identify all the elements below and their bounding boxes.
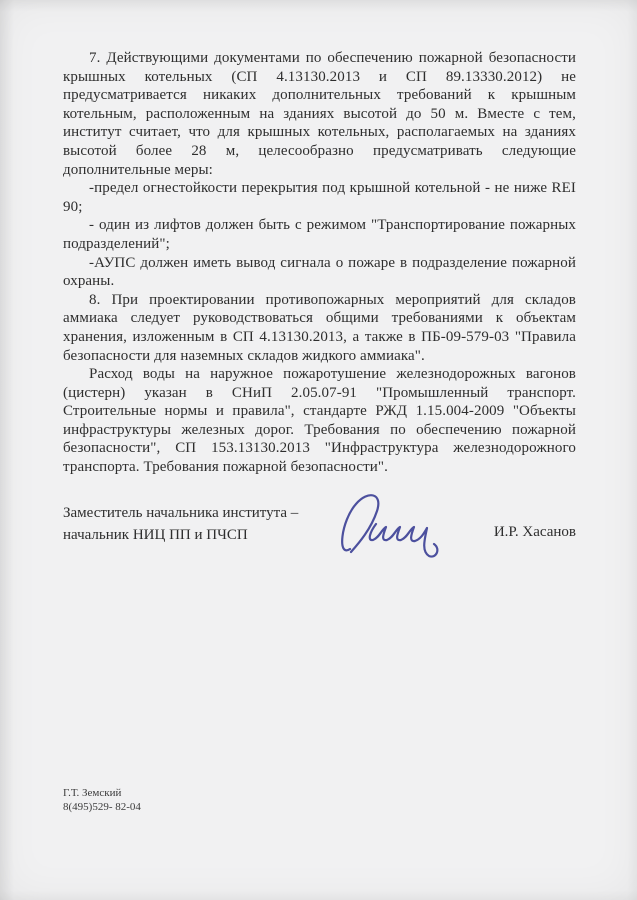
paragraph-water: Расход воды на наружное пожаротушение железнодорожных вагонов (цистерн) указан в СНиП 2.05.07-91 "Промышленный транспорт. Строительные нормы и правила", стандарте РЖД 1.15.004-2009 "Объекты инфраструктуры железных дорог. Требования по обеспечению пожарной безопасности", СП 153.13130.2013 "Инфраструктура железнодорожного транспорта. Требования пожарной безопасности". <box>63 366 576 476</box>
executor-phone: 8(495)529- 82-04 <box>63 800 141 813</box>
handwritten-signature-icon <box>336 491 468 569</box>
letter-body <box>63 49 576 477</box>
paragraph-item-lift: - один из лифтов должен быть с режимом "Транспортирование пожарных подразделений"; <box>63 217 576 252</box>
executor-contact <box>63 787 141 814</box>
paragraph-item-aups: -АУПС должен иметь вывод сигнала о пожаре в подразделение пожарной охраны. <box>63 254 576 290</box>
signature-path <box>342 495 437 556</box>
signer-titles <box>63 503 298 546</box>
signer-name: И.Р. Хасанов <box>493 524 576 540</box>
executor-name: Г.Т. Земский <box>63 787 122 799</box>
paragraph-7: 7. Действующими документами по обеспечению пожарной безопасности крышных котельных (СП 4.13130.2013 и СП 89.13330.2012) не предусматривается никаких дополнительных требований к крышным котельным, расположенным на зданиях высотой до 50 м. Вместе с тем, институт считает, что для крышных котельных, располагаемых на зданиях высотой более 28 м, целесообразно предусматривать следующие дополнительные меры: <box>63 50 576 178</box>
signer-title-line2: начальник НИЦ ПП и ПЧСП <box>63 526 248 543</box>
paragraph-8: 8. При проектировании противопожарных мероприятий для складов аммиака следует руководствоваться общими требованиями к объектам хранения, изложенным в СП 4.13130.2013, а также в ПБ-09-579-03 "Правила безопасности для наземных складов жидкого аммиака". <box>63 291 576 364</box>
signer-title-line1: Заместитель начальника института – <box>63 505 299 521</box>
paragraph-item-rei: -предел огнестойкости перекрытия под крышной котельной - не ниже REI 90; <box>63 180 576 215</box>
signature-block <box>63 503 576 569</box>
